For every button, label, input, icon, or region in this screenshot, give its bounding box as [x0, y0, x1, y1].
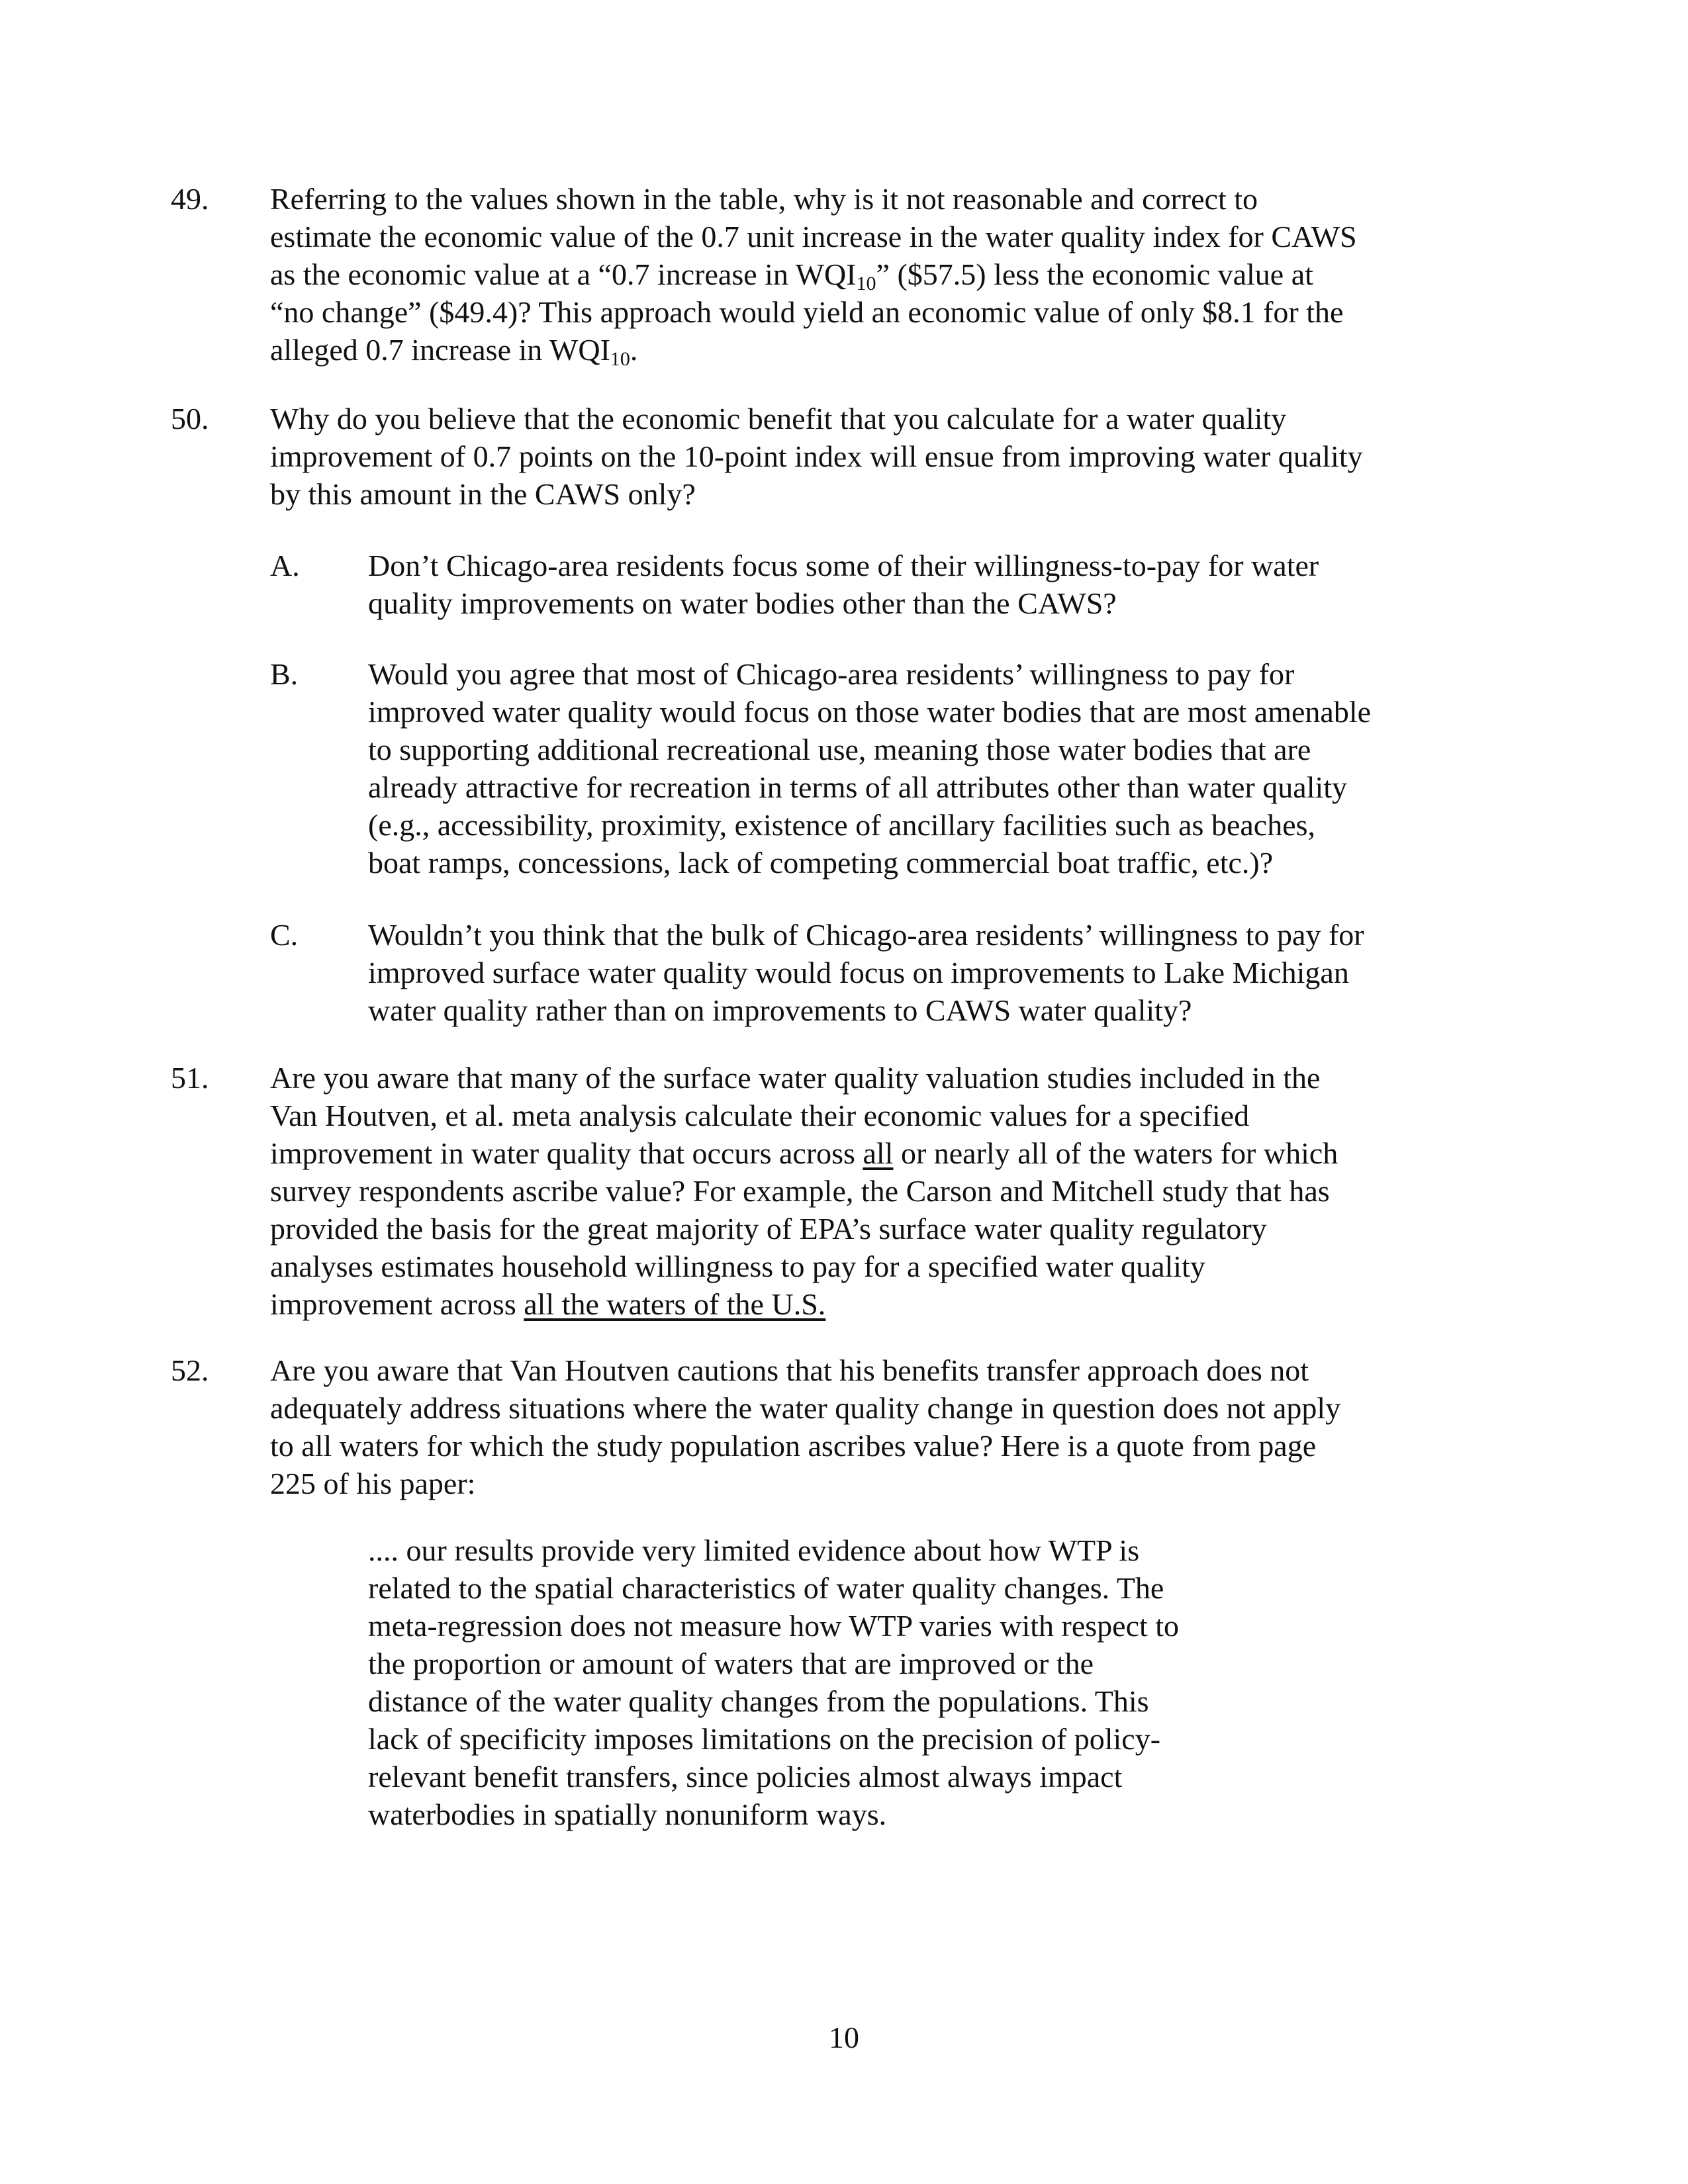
- text-line: Referring to the values shown in the table, why is it not reasonable and correct to: [270, 182, 1258, 216]
- quote-line: waterbodies in spatially nonuniform ways.: [368, 1797, 887, 1831]
- text-line: already attractive for recreation in terms of all attributes other than water quality: [368, 770, 1348, 804]
- question-number: 50.: [171, 402, 209, 435]
- quote-line: distance of the water quality changes from the populations. This: [368, 1684, 1149, 1718]
- text-line: improvement of 0.7 points on the 10-point index will ensue from improving water quality: [270, 439, 1363, 473]
- text-line: boat ramps, concessions, lack of competing commercial boat traffic, etc.)?: [368, 846, 1274, 880]
- page-number: 10: [829, 2021, 859, 2054]
- text-line: improvement across all the waters of the U.S.: [270, 1287, 826, 1321]
- subquestion-text: [368, 547, 1462, 622]
- question-number: 51.: [171, 1061, 209, 1095]
- subquestion-letter: C.: [270, 918, 299, 952]
- text-line: improvement in water quality that occurs across all or nearly all of the waters for which: [270, 1136, 1338, 1170]
- quote-line: meta-regression does not measure how WTP varies with respect to: [368, 1609, 1180, 1643]
- quote-line: the proportion or amount of waters that are improved or the: [368, 1647, 1094, 1680]
- quote-line: relevant benefit transfers, since policies almost always impact: [368, 1760, 1123, 1794]
- text-line: “no change” ($49.4)? This approach would yield an economic value of only $8.1 for the: [270, 295, 1344, 329]
- text-line: adequately address situations where the water quality change in question does not apply: [270, 1391, 1341, 1425]
- text-line: analyses estimates household willingness to pay for a specified water quality: [270, 1250, 1205, 1283]
- text-line: Don’t Chicago-area residents focus some of their willingness-to-pay for water: [368, 549, 1319, 582]
- question-text: [270, 180, 1462, 369]
- quote-line: related to the spatial characteristics of water quality changes. The: [368, 1571, 1164, 1605]
- text-line: survey respondents ascribe value? For example, the Carson and Mitchell study that has: [270, 1174, 1330, 1208]
- underlined-text: all: [863, 1136, 894, 1170]
- text-line: (e.g., accessibility, proximity, existence of ancillary facilities such as beaches,: [368, 808, 1316, 842]
- subquestion-text: [368, 916, 1462, 1029]
- question-text: [270, 400, 1462, 513]
- question-number: 49.: [171, 182, 209, 216]
- text-line: quality improvements on water bodies other than the CAWS?: [368, 586, 1117, 620]
- text-line: improved surface water quality would focus on improvements to Lake Michigan: [368, 956, 1349, 989]
- text-line: as the economic value at a “0.7 increase in $WQI_{10}$” ($57.5) less the economic value at: [270, 257, 1313, 295]
- subquestion-letter: B.: [270, 657, 299, 691]
- text-line: estimate the economic value of the 0.7 unit increase in the water quality index for CAWS: [270, 220, 1357, 253]
- underlined-text: all the waters of the U.S.: [524, 1287, 826, 1321]
- text-line: 225 of his paper:: [270, 1467, 476, 1500]
- text-line: Are you aware that many of the surface water quality valuation studies included in the: [270, 1061, 1321, 1095]
- text-line: by this amount in the CAWS only?: [270, 477, 696, 511]
- question-text: [270, 1059, 1462, 1323]
- question-number: 52.: [171, 1353, 209, 1387]
- subquestion-letter: A.: [270, 549, 300, 582]
- quote-line: lack of specificity imposes limitations on the precision of policy-: [368, 1722, 1161, 1756]
- quote-line: .... our results provide very limited evidence about how WTP is: [368, 1533, 1140, 1567]
- text-line: Why do you believe that the economic benefit that you calculate for a water quality: [270, 402, 1287, 435]
- question-text: [270, 1351, 1462, 1502]
- text-line: Van Houtven, et al. meta analysis calculate their economic values for a specified: [270, 1099, 1250, 1132]
- text-line: alleged 0.7 increase in $WQI_{10}$.: [270, 333, 638, 370]
- block-quote: [368, 1531, 1255, 1833]
- text-line: improved water quality would focus on those water bodies that are most amenable: [368, 695, 1372, 729]
- text-line: Wouldn’t you think that the bulk of Chicago-area residents’ willingness to pay for: [368, 918, 1364, 952]
- text-line: water quality rather than on improvements to CAWS water quality?: [368, 993, 1192, 1027]
- subquestion-text: [368, 655, 1462, 882]
- text-line: Are you aware that Van Houtven cautions that his benefits transfer approach does not: [270, 1353, 1309, 1387]
- text-line: Would you agree that most of Chicago-area residents’ willingness to pay for: [368, 657, 1295, 691]
- text-line: provided the basis for the great majority of EPA’s surface water quality regulatory: [270, 1212, 1267, 1246]
- text-line: to supporting additional recreational use, meaning those water bodies that are: [368, 733, 1311, 766]
- text-line: to all waters for which the study population ascribes value? Here is a quote from page: [270, 1429, 1317, 1463]
